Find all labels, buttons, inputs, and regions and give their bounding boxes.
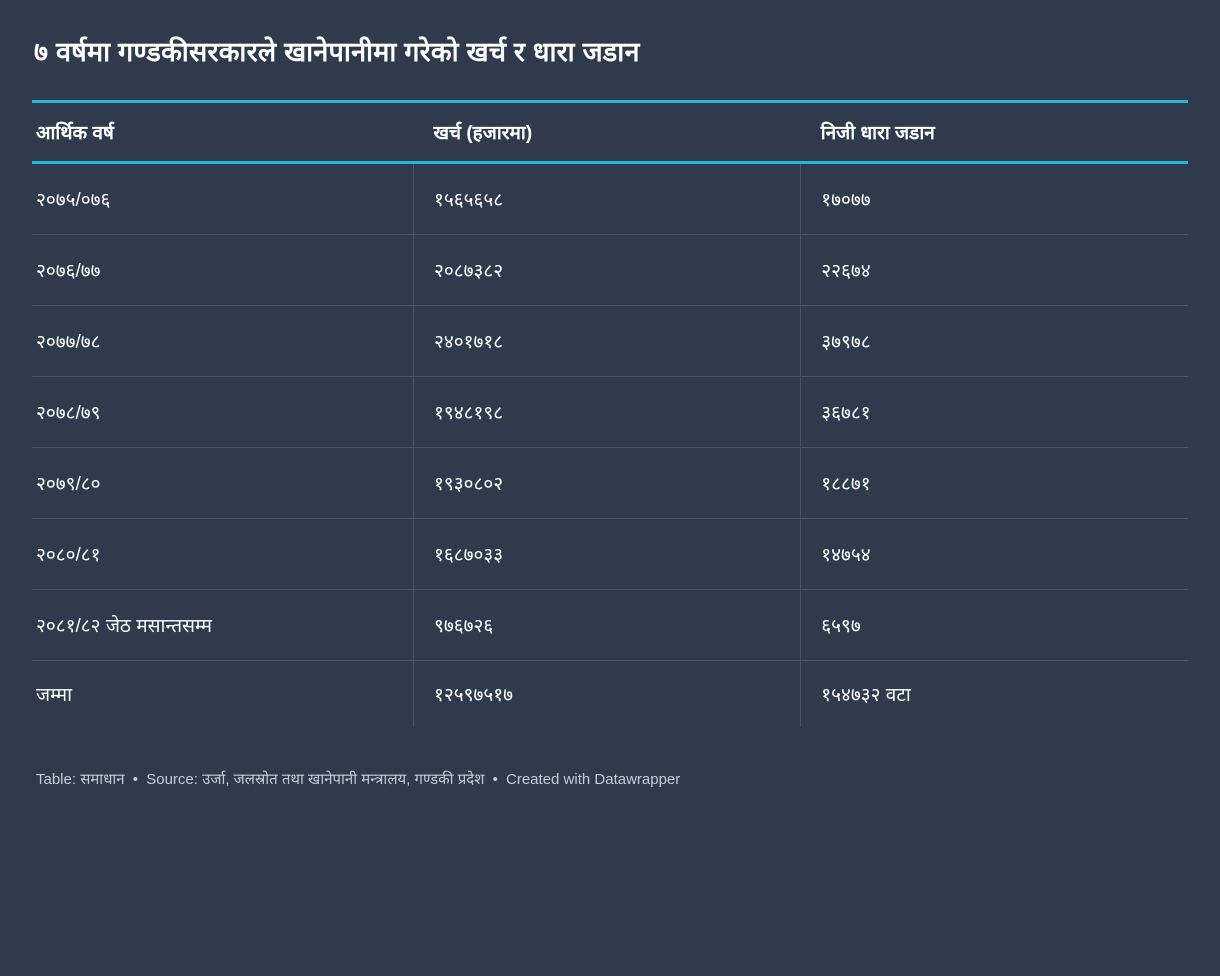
table-header-row <box>32 101 1188 162</box>
cell-private-taps: १४७५४ <box>801 518 1188 589</box>
table-row <box>32 376 1188 447</box>
table-header <box>32 101 1188 162</box>
cell-fiscal-year: २०८१/८२ जेठ मसान्तसम्म <box>32 589 413 660</box>
cell-expenditure: १९४८१९८ <box>413 376 800 447</box>
data-table <box>32 100 1188 727</box>
table-row <box>32 518 1188 589</box>
cell-private-taps: १८८७१ <box>801 447 1188 518</box>
table-row-total <box>32 660 1188 727</box>
table-row <box>32 162 1188 234</box>
table-row <box>32 447 1188 518</box>
column-header-expenditure: खर्च (हजारमा) <box>413 101 800 162</box>
cell-total-label: जम्मा <box>36 684 73 706</box>
cell-fiscal-year: २०७९/८० <box>32 447 413 518</box>
cell-expenditure: १५६५६५८ <box>413 162 800 234</box>
footer-source-label: Source: उर्जा, जलस्रोत तथा खानेपानी मन्त्रालय, गण्डकी प्रदेश <box>146 770 485 788</box>
footer-separator-icon: • <box>132 770 139 788</box>
cell-total-expenditure: १२५९७५१७ <box>413 660 800 727</box>
cell-fiscal-year: २०७६/७७ <box>32 234 413 305</box>
cell-expenditure: १९३०८०२ <box>413 447 800 518</box>
footer-credits <box>32 769 1188 789</box>
cell-fiscal-year: २०७७/७८ <box>32 305 413 376</box>
cell-fiscal-year: २०७८/७९ <box>32 376 413 447</box>
cell-expenditure: २०८७३८२ <box>413 234 800 305</box>
cell-private-taps: २२६७४ <box>801 234 1188 305</box>
cell-private-taps: ३७९७८ <box>801 305 1188 376</box>
footer-credit-label: Created with Datawrapper <box>506 770 681 788</box>
page-title: ७ वर्षमा गण्डकीसरकारले खानेपानीमा गरेको खर्च र धारा जडान <box>34 37 640 67</box>
table-row <box>32 589 1188 660</box>
cell-total-private-taps: १५४७३२ वटा <box>801 660 1188 727</box>
table-row <box>32 305 1188 376</box>
cell-expenditure: २४०१७१८ <box>413 305 800 376</box>
footer-table-label: Table: समाधान <box>36 770 125 788</box>
column-header-private-taps: निजी धारा जडान <box>801 101 1188 162</box>
cell-private-taps: १७०७७ <box>801 162 1188 234</box>
table-body <box>32 162 1188 727</box>
cell-private-taps: ३६७८१ <box>801 376 1188 447</box>
cell-expenditure: १६८७०३३ <box>413 518 800 589</box>
cell-expenditure: ९७६७२६ <box>413 589 800 660</box>
table-row <box>32 234 1188 305</box>
cell-fiscal-year: २०८०/८१ <box>32 518 413 589</box>
footer-separator-icon: • <box>492 770 498 788</box>
cell-fiscal-year: २०७५/०७६ <box>32 162 413 234</box>
cell-private-taps: ६५९७ <box>801 589 1188 660</box>
column-header-fiscal-year: आर्थिक वर्ष <box>32 101 413 162</box>
